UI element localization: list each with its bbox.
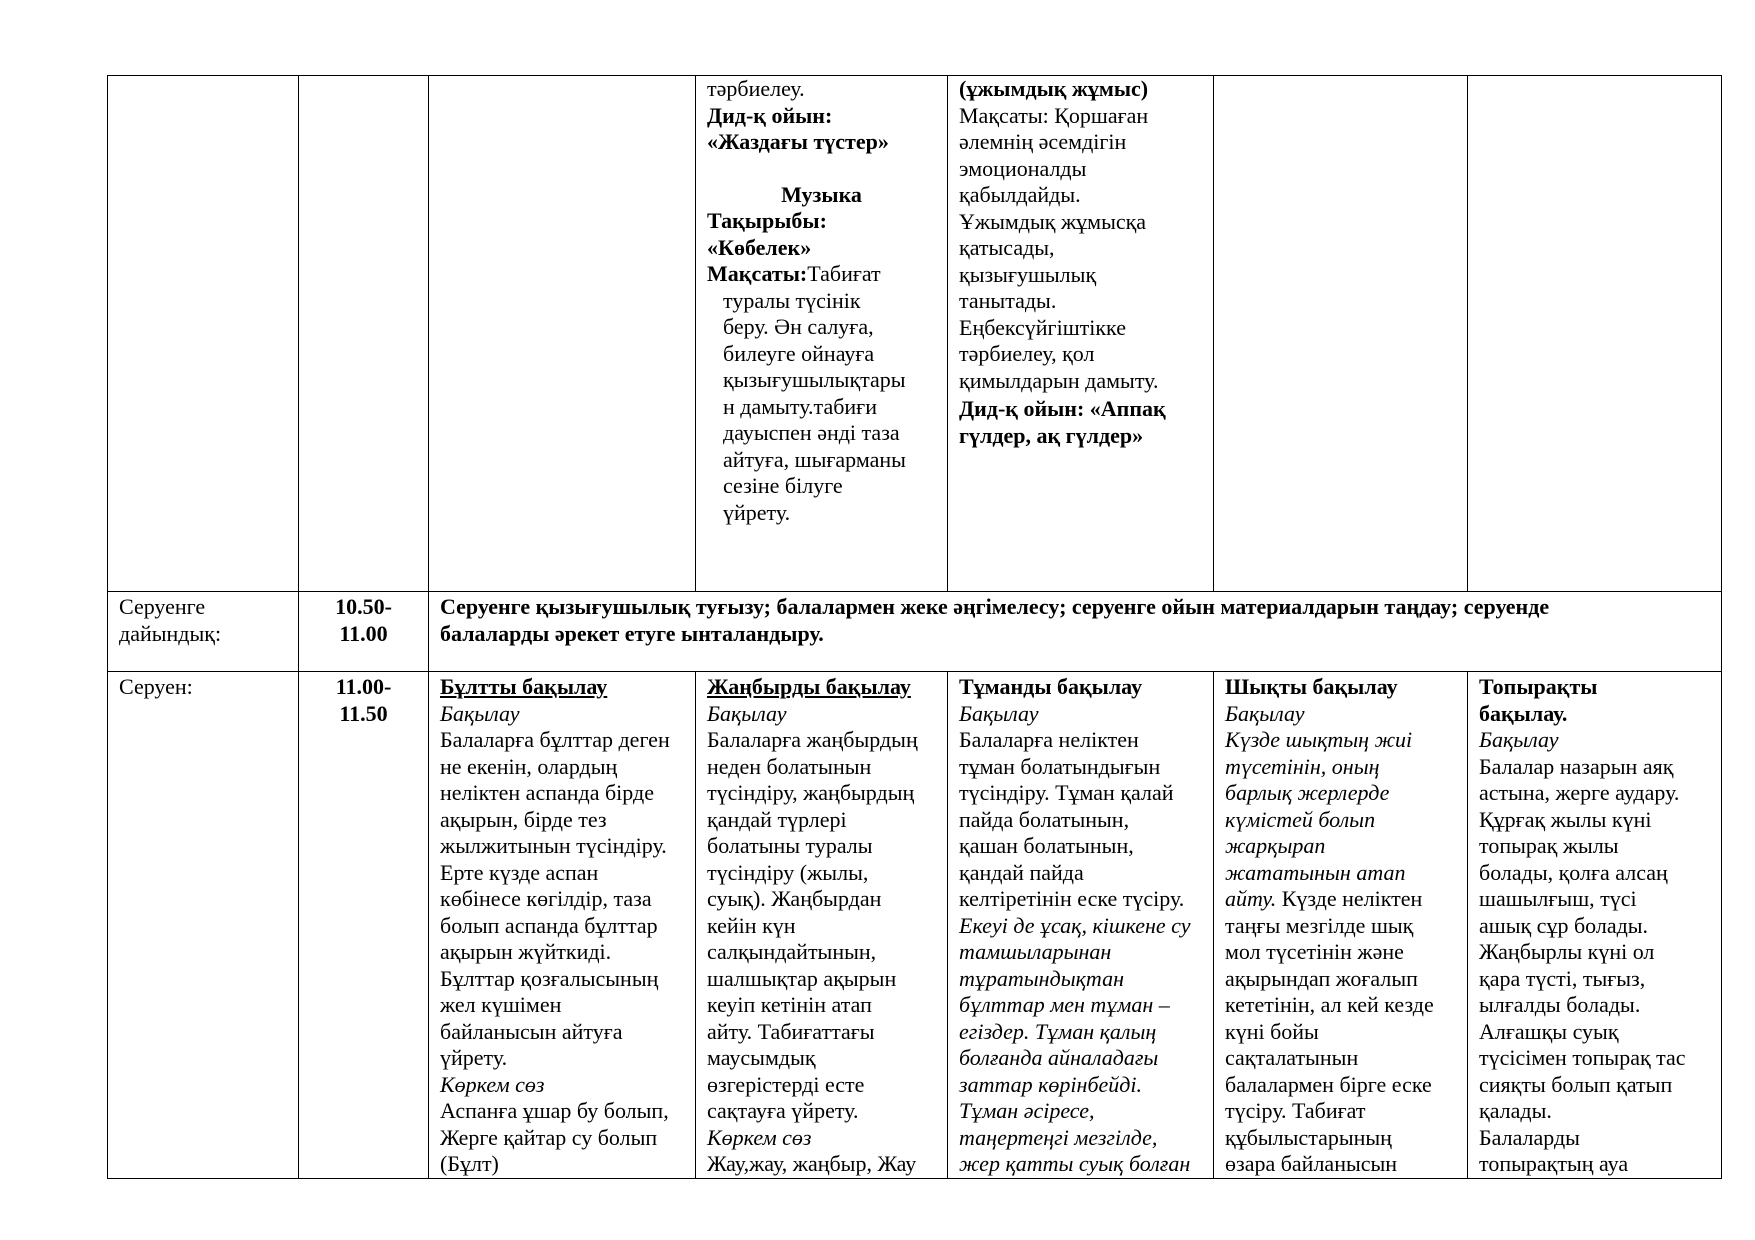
text-line: жылжитынын түсіндіру.: [440, 833, 667, 858]
text-line: түсіндіру, жаңбырдың: [707, 780, 915, 805]
text-line: түсетінін, оның: [1225, 753, 1380, 779]
text-line: ақырындап жоғалып: [1225, 965, 1418, 991]
cell-collective-work: [948, 76, 1214, 592]
text-line: заттар көрінбейді.: [959, 1071, 1143, 1097]
text-line: қызығушылық: [959, 261, 1097, 287]
text-line: қара түсті, тығыз,: [1479, 965, 1646, 991]
plan-table: [107, 75, 1722, 1179]
text-line: тамшыларынан: [959, 939, 1112, 964]
text-line: балалармен бірге еске: [1225, 1071, 1432, 1097]
text-line: түсіндіру. Тұман қалай: [959, 780, 1174, 805]
game-label: Дид-қ ойын:: [707, 102, 833, 128]
table-row: [108, 672, 1722, 1179]
cell-cloud-observation: [429, 672, 696, 1179]
cell-activity-label: [108, 672, 299, 1179]
observation-label: Бақылау: [1479, 727, 1559, 752]
text-line: таңғы мезгілде шық: [1225, 912, 1414, 938]
text-line: Аспанға ұшар бу болып,: [440, 1098, 669, 1123]
text-line: Күзде шықтың жиі: [1225, 727, 1413, 752]
text-line: өзгерістерді есте: [707, 1071, 865, 1097]
time-line: 11.50: [339, 700, 388, 726]
art-word-label: Көркем сөз: [440, 1071, 545, 1097]
art-word-label: Көркем сөз: [707, 1124, 812, 1150]
text-line: әлемнің әсемдігін: [959, 129, 1127, 154]
text-line: қабылдайды.: [959, 182, 1081, 207]
text-line: келтіретінін еске түсіру.: [959, 886, 1185, 911]
game-title: «Жаздағы түстер»: [707, 129, 889, 154]
text-line: шалшықтар ақырын: [707, 965, 897, 991]
text-line: тұман болатындығын: [959, 753, 1161, 779]
text-line: айту. Табиғаттағы: [707, 1018, 875, 1044]
text-line: Алғашқы суық: [1479, 1018, 1619, 1044]
time-line: 11.00: [339, 620, 388, 646]
cell: [108, 76, 299, 592]
cell-time: [299, 672, 429, 1179]
text-line: сақтауға үйрету.: [707, 1098, 859, 1123]
text-line: сияқты болып қатып: [1479, 1071, 1673, 1097]
text-line: егіздер. Тұман қалың: [959, 1018, 1157, 1044]
text-line: кейін күн: [707, 912, 796, 938]
topic-title: «Көбелек»: [707, 234, 812, 260]
text-line: Жаңбырлы күні ол: [1479, 939, 1655, 964]
italic-part: айту.: [1225, 886, 1277, 911]
text-line: [1225, 886, 1456, 913]
text-line: танытады.: [959, 288, 1057, 313]
text-line: қалады.: [1479, 1098, 1552, 1123]
text-line: көбінесе көгілдір, таза: [440, 886, 652, 911]
observation-label: Бақылау: [959, 700, 1039, 726]
text-line: үйрету.: [723, 499, 791, 525]
observation-title: Топырақты: [1479, 674, 1598, 699]
text-line: эмоционалды: [959, 155, 1087, 181]
goal-line: [707, 261, 936, 288]
observation-label: Бақылау: [707, 700, 787, 726]
observation-title: бақылау.: [1479, 700, 1568, 726]
text-line: бұлттар мен тұман –: [959, 992, 1170, 1017]
text-line: мол түсетінін және: [1225, 939, 1404, 964]
text-line: ылғалды болады.: [1479, 992, 1641, 1017]
observation-title: Тұманды бақылау: [959, 674, 1143, 699]
cell-walk-preparation: [429, 592, 1722, 672]
text-line: салқындайтынын,: [707, 939, 877, 964]
text-line: болғанда айналадағы: [959, 1045, 1159, 1070]
text-line: Балалар назарын аяқ: [1479, 753, 1674, 779]
cell-fog-observation: [948, 672, 1214, 1179]
text-line: Тұман әсіресе,: [959, 1098, 1095, 1123]
text-line: сақталатынын: [1225, 1045, 1359, 1070]
cell-music: [696, 76, 948, 592]
cell-dew-observation: [1214, 672, 1468, 1179]
text-line: Жау,жау, жаңбыр, Жау: [707, 1151, 917, 1176]
text-line: түсіру. Табиғат: [1225, 1098, 1366, 1123]
text-line: Ұжымдық жұмысқа: [959, 208, 1147, 234]
cell: [1468, 76, 1722, 592]
text-line: күмістей болып: [1225, 806, 1376, 832]
topic-label: Тақырыбы:: [707, 208, 827, 233]
text-line: түсіндіру (жылы,: [707, 859, 869, 885]
goal-text: Табиғат: [807, 261, 881, 286]
table-row: [108, 76, 1722, 592]
collective-heading: (ұжымдық жұмыс): [959, 76, 1149, 101]
text-line: Бұлттар қозғалысының: [440, 965, 659, 991]
text-line: өзара байланысын: [1225, 1151, 1398, 1176]
time-line: 11.00-: [335, 674, 392, 699]
text-line: топырақ жылы: [1479, 833, 1619, 858]
game-line: Дид-қ ойын: «Аппақ: [959, 396, 1166, 421]
cell: [299, 76, 429, 592]
text-line: жататынын атап: [1225, 859, 1406, 885]
text-line: айтуға, шығарманы: [723, 446, 906, 472]
observation-label: Бақылау: [440, 700, 520, 726]
text-line: ақырын, бірде тез: [440, 806, 607, 832]
text-line: қандай пайда: [959, 859, 1084, 885]
text-line: н дамыту.табиғи: [723, 393, 877, 419]
text-line: тәрбиелеу.: [707, 76, 805, 101]
text-line: Құрғақ жылы күні: [1479, 806, 1652, 832]
text-line: жел күшімен: [440, 992, 562, 1017]
goal-text-block: [707, 288, 936, 527]
text-line: қандай түрлері: [707, 806, 847, 832]
label-line: Серуен:: [119, 674, 193, 699]
text-line: топырақтың ауа: [1479, 1151, 1629, 1176]
text-line: жарқырап: [1225, 833, 1326, 858]
text-line: Мақсаты: Қоршаған: [959, 102, 1149, 128]
text-line: қатысады,: [959, 235, 1055, 260]
cell-activity-label: [108, 592, 299, 672]
text-line: не екенін, олардың: [440, 753, 618, 779]
text-line: сезіне білуге: [723, 473, 843, 498]
text-line: дауыспен әнді таза: [723, 420, 900, 445]
observation-title: Жаңбырды бақылау: [707, 674, 911, 699]
text-line: қашан болатынын,: [959, 833, 1134, 858]
cell: [1214, 76, 1468, 592]
text-line: болып аспанда бұлттар: [440, 912, 658, 938]
text-line: билеуге ойнауға: [723, 340, 875, 366]
music-heading: Музыка: [781, 181, 862, 207]
text-line: астына, жерге аудару.: [1479, 780, 1680, 805]
text-line: кететінін, ал кей кезде: [1225, 992, 1434, 1017]
text-line: жер қатты суық болған: [959, 1151, 1191, 1176]
observation-label: Бақылау: [1225, 700, 1305, 726]
text-line: құбылыстарының: [1225, 1124, 1392, 1150]
text-line: қимылдарын дамыту.: [959, 367, 1159, 393]
game-line: гүлдер, ақ гүлдер»: [959, 422, 1144, 448]
cell: [429, 76, 696, 592]
text-line: ақырын жүйткиді.: [440, 939, 612, 964]
text-line: Жерге қайтар су болып: [440, 1124, 658, 1150]
text-line: неліктен аспанда бірде: [440, 780, 654, 805]
text-line: барлық жерлерде: [1225, 780, 1390, 805]
text-line: неден болатынын: [707, 753, 872, 779]
text-line: Екеуі де ұсақ, кішкене су: [959, 912, 1191, 938]
text-line: Серуенге қызығушылық туғызу; балалармен жеке әңгімелесу; серуенге ойын материалдарын таңдау; серуенде: [440, 594, 1550, 619]
text-line: тәрбиелеу, қол: [959, 341, 1095, 366]
label-line: Серуенге: [119, 594, 206, 619]
label-line: дайындық:: [119, 620, 222, 646]
text-line: қызығушылықтары: [723, 367, 906, 392]
text-line: кеуіп кетінін атап: [707, 992, 872, 1017]
text-line: таңертеңгі мезгілде,: [959, 1124, 1158, 1150]
text-line: байланысын айтуға: [440, 1018, 623, 1044]
text-line: күні бойы: [1225, 1018, 1319, 1044]
time-line: 10.50-: [335, 594, 392, 619]
text-line: Балаларға неліктен: [959, 727, 1139, 752]
text-line: шашылғыш, түсі: [1479, 886, 1637, 911]
text-line: беру. Ән салуға,: [723, 314, 874, 339]
goal-label: Мақсаты:: [707, 261, 808, 286]
text-line: балаларды әрекет етуге ынталандыру.: [440, 620, 824, 646]
text-line: пайда болатынын,: [959, 806, 1130, 832]
text-line: Ерте күзде аспан: [440, 859, 599, 885]
text-line: Балаларға бұлттар деген: [440, 727, 670, 752]
observation-title: Бұлтты бақылау: [440, 674, 608, 699]
text-line: суық). Жаңбырдан: [707, 886, 882, 911]
text-line: түсісімен топырақ тас: [1479, 1045, 1686, 1070]
cell-soil-observation: [1468, 672, 1722, 1179]
text-line: тұратындықтан: [959, 965, 1124, 991]
text-line: ашық сұр болады.: [1479, 912, 1649, 938]
text-line: туралы түсінік: [723, 287, 861, 313]
text-line: болады, қолға алсаң: [1479, 859, 1668, 885]
text-line: Балаларға жаңбырдың: [707, 727, 918, 752]
cell-rain-observation: [696, 672, 948, 1179]
cell-time: [299, 592, 429, 672]
text-line: Еңбексүйгіштікке: [959, 314, 1126, 340]
normal-part: Күзде неліктен: [1276, 886, 1423, 911]
text-line: үйрету.: [440, 1045, 508, 1070]
table-row: [108, 592, 1722, 672]
text-line: Балаларды: [1479, 1124, 1580, 1150]
text-line: маусымдық: [707, 1045, 816, 1070]
text-line: (Бұлт): [440, 1151, 499, 1176]
observation-title: Шықты бақылау: [1225, 674, 1398, 699]
text-line: болатыны туралы: [707, 833, 873, 858]
